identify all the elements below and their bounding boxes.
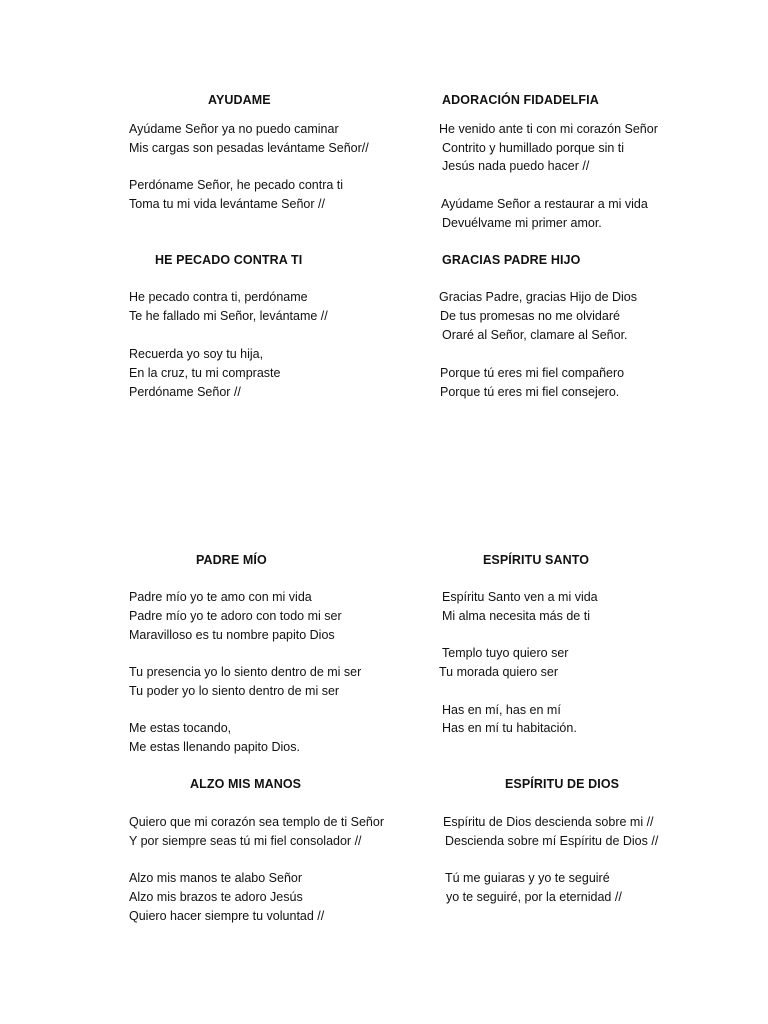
lyric-line: Me estas tocando, — [129, 721, 232, 735]
lyric-line: Espíritu de Dios descienda sobre mi // — [443, 815, 654, 829]
lyric-line: Alzo mis brazos te adoro Jesús — [129, 890, 303, 904]
lyric-line: Quiero que mi corazón sea templo de ti Señor — [129, 815, 384, 829]
lyric-line: De tus promesas no me olvidaré — [440, 309, 620, 323]
lyric-line: Jesús nada puedo hacer // — [442, 159, 590, 173]
lyric-line: Contrito y humillado porque sin ti — [442, 141, 625, 155]
lyric-line: Templo tuyo quiero ser — [442, 646, 569, 660]
lyric-line: Me estas llenando papito Dios. — [129, 740, 300, 754]
lyric-line: Has en mí tu habitación. — [442, 721, 577, 735]
song-title-alzo-mis-manos: ALZO MIS MANOS — [190, 777, 302, 791]
lyric-line: Perdóname Señor // — [129, 385, 241, 399]
lyric-line: yo te seguiré, por la eternidad // — [446, 890, 622, 904]
lyric-line: Oraré al Señor, clamare al Señor. — [442, 328, 628, 342]
lyric-line: Tu presencia yo lo siento dentro de mi ser — [129, 665, 362, 679]
lyric-line: Espíritu Santo ven a mi vida — [442, 590, 598, 604]
lyric-line: He venido ante ti con mi corazón Señor — [439, 122, 658, 136]
song-title-padre-mio: PADRE MÍO — [196, 553, 267, 567]
lyric-line: Mis cargas son pesadas levántame Señor// — [129, 141, 369, 155]
lyric-line: Padre mío yo te adoro con todo mi ser — [129, 609, 342, 623]
song-title-espiritu-de-dios: ESPÍRITU DE DIOS — [505, 777, 620, 791]
lyric-line: Porque tú eres mi fiel consejero. — [440, 385, 620, 399]
lyric-line: Maravilloso es tu nombre papito Dios — [129, 628, 335, 642]
song-title-he-pecado-contra-ti: HE PECADO CONTRA TI — [155, 253, 303, 267]
lyric-line: Ayúdame Señor a restaurar a mi vida — [441, 197, 648, 211]
lyric-line: Y por siempre seas tú mi fiel consolador // — [129, 834, 362, 848]
song-title-gracias-padre-hijo: GRACIAS PADRE HIJO — [442, 253, 581, 267]
lyric-line: Te he fallado mi Señor, levántame // — [129, 309, 328, 323]
lyric-line: Descienda sobre mí Espíritu de Dios // — [445, 834, 659, 848]
lyric-line: Porque tú eres mi fiel compañero — [440, 366, 625, 380]
lyric-line: Perdóname Señor, he pecado contra ti — [129, 178, 344, 192]
lyric-line: Tu poder yo lo siento dentro de mi ser — [129, 684, 340, 698]
lyric-line: Padre mío yo te amo con mi vida — [129, 590, 312, 604]
lyric-line: Quiero hacer siempre tu voluntad // — [129, 909, 325, 923]
lyric-line: Has en mí, has en mí — [442, 703, 561, 717]
lyric-line: Toma tu mi vida levántame Señor // — [129, 197, 325, 211]
lyric-line: He pecado contra ti, perdóname — [129, 290, 308, 304]
lyric-line: Devuélvame mi primer amor. — [442, 216, 602, 230]
lyric-line: En la cruz, tu mi compraste — [129, 366, 281, 380]
song-title-espiritu-santo: ESPÍRITU SANTO — [483, 553, 590, 567]
lyric-line: Gracias Padre, gracias Hijo de Dios — [439, 290, 637, 304]
lyric-line: Recuerda yo soy tu hija, — [129, 347, 264, 361]
lyric-line: Ayúdame Señor ya no puedo caminar — [129, 122, 339, 136]
lyric-line: Tu morada quiero ser — [439, 665, 559, 679]
song-title-adoracion-fidadelfia: ADORACIÓN FIDADELFIA — [442, 93, 599, 107]
lyric-line: Mi alma necesita más de ti — [442, 609, 590, 623]
lyric-line: Tú me guiaras y yo te seguiré — [445, 871, 610, 885]
song-title-ayudame: AYUDAME — [208, 93, 271, 107]
lyric-line: Alzo mis manos te alabo Señor — [129, 871, 303, 885]
